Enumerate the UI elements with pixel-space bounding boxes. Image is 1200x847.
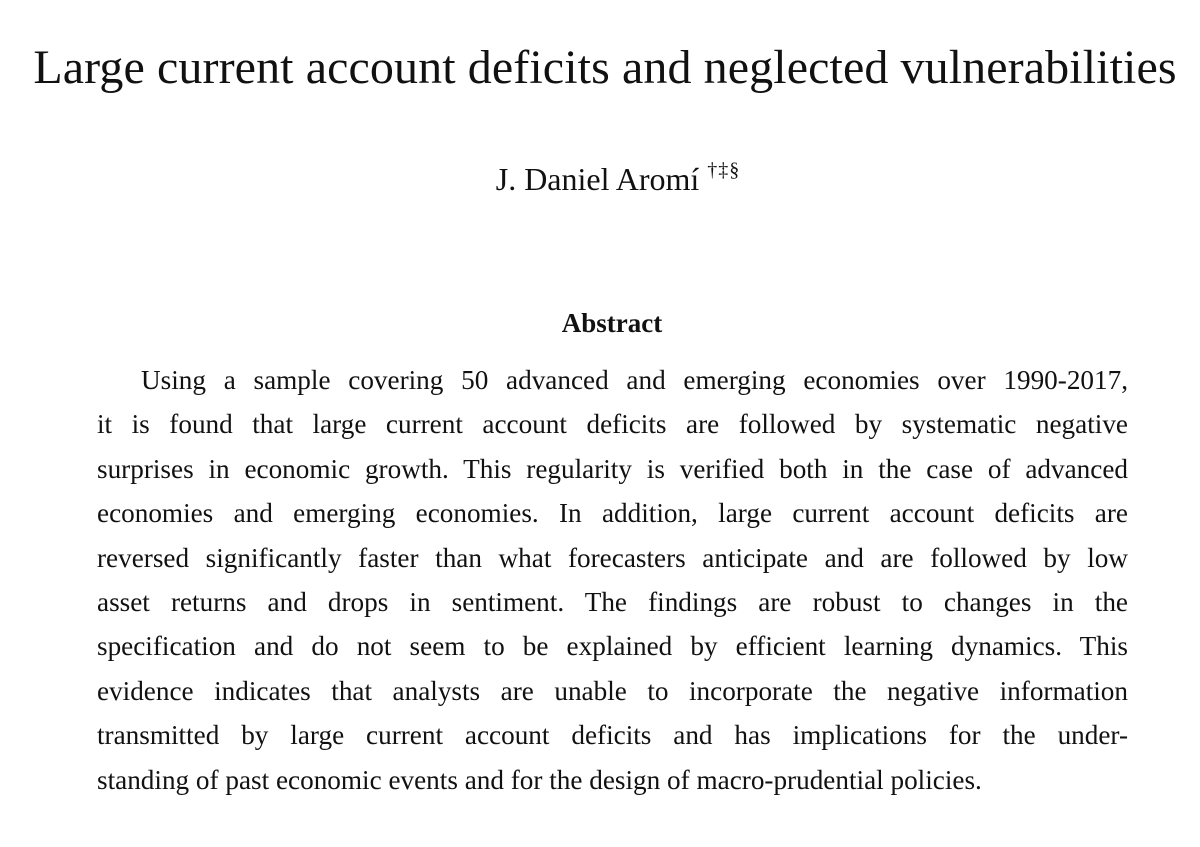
abstract-line: surprises in economic growth. This regularity is verified both in the case of advanced	[97, 453, 1128, 484]
abstract-line: it is found that large current account deficits are followed by systematic negative	[97, 409, 1128, 440]
abstract-line: standing of past economic events and for the design of macro-prudential policies.	[97, 764, 982, 795]
abstract-heading: Abstract	[561, 308, 663, 338]
author-name: J. Daniel Aromí	[495, 161, 700, 197]
abstract-line: economies and emerging economies. In addition, large current account deficits are	[97, 498, 1128, 529]
abstract-line: Using a sample covering 50 advanced and emerging economies over 1990-2017,	[141, 365, 1128, 395]
abstract-line: asset returns and drops in sentiment. The findings are robust to changes in the	[97, 586, 1128, 617]
abstract-body	[97, 358, 1128, 802]
paper-title: Large current account deficits and neglected vulnerabilities	[33, 41, 1177, 94]
abstract-line: specification and do not seem to be explained by efficient learning dynamics. This	[97, 631, 1128, 662]
abstract-line: evidence indicates that analysts are unable to incorporate the negative information	[97, 675, 1128, 706]
author-line	[0, 150, 1200, 199]
author-footnote-marks: †‡§	[707, 159, 741, 181]
abstract-line: transmitted by large current account deficits and has implications for the under-	[97, 720, 1128, 751]
abstract-line: reversed significantly faster than what forecasters anticipate and are followed by low	[97, 542, 1128, 573]
